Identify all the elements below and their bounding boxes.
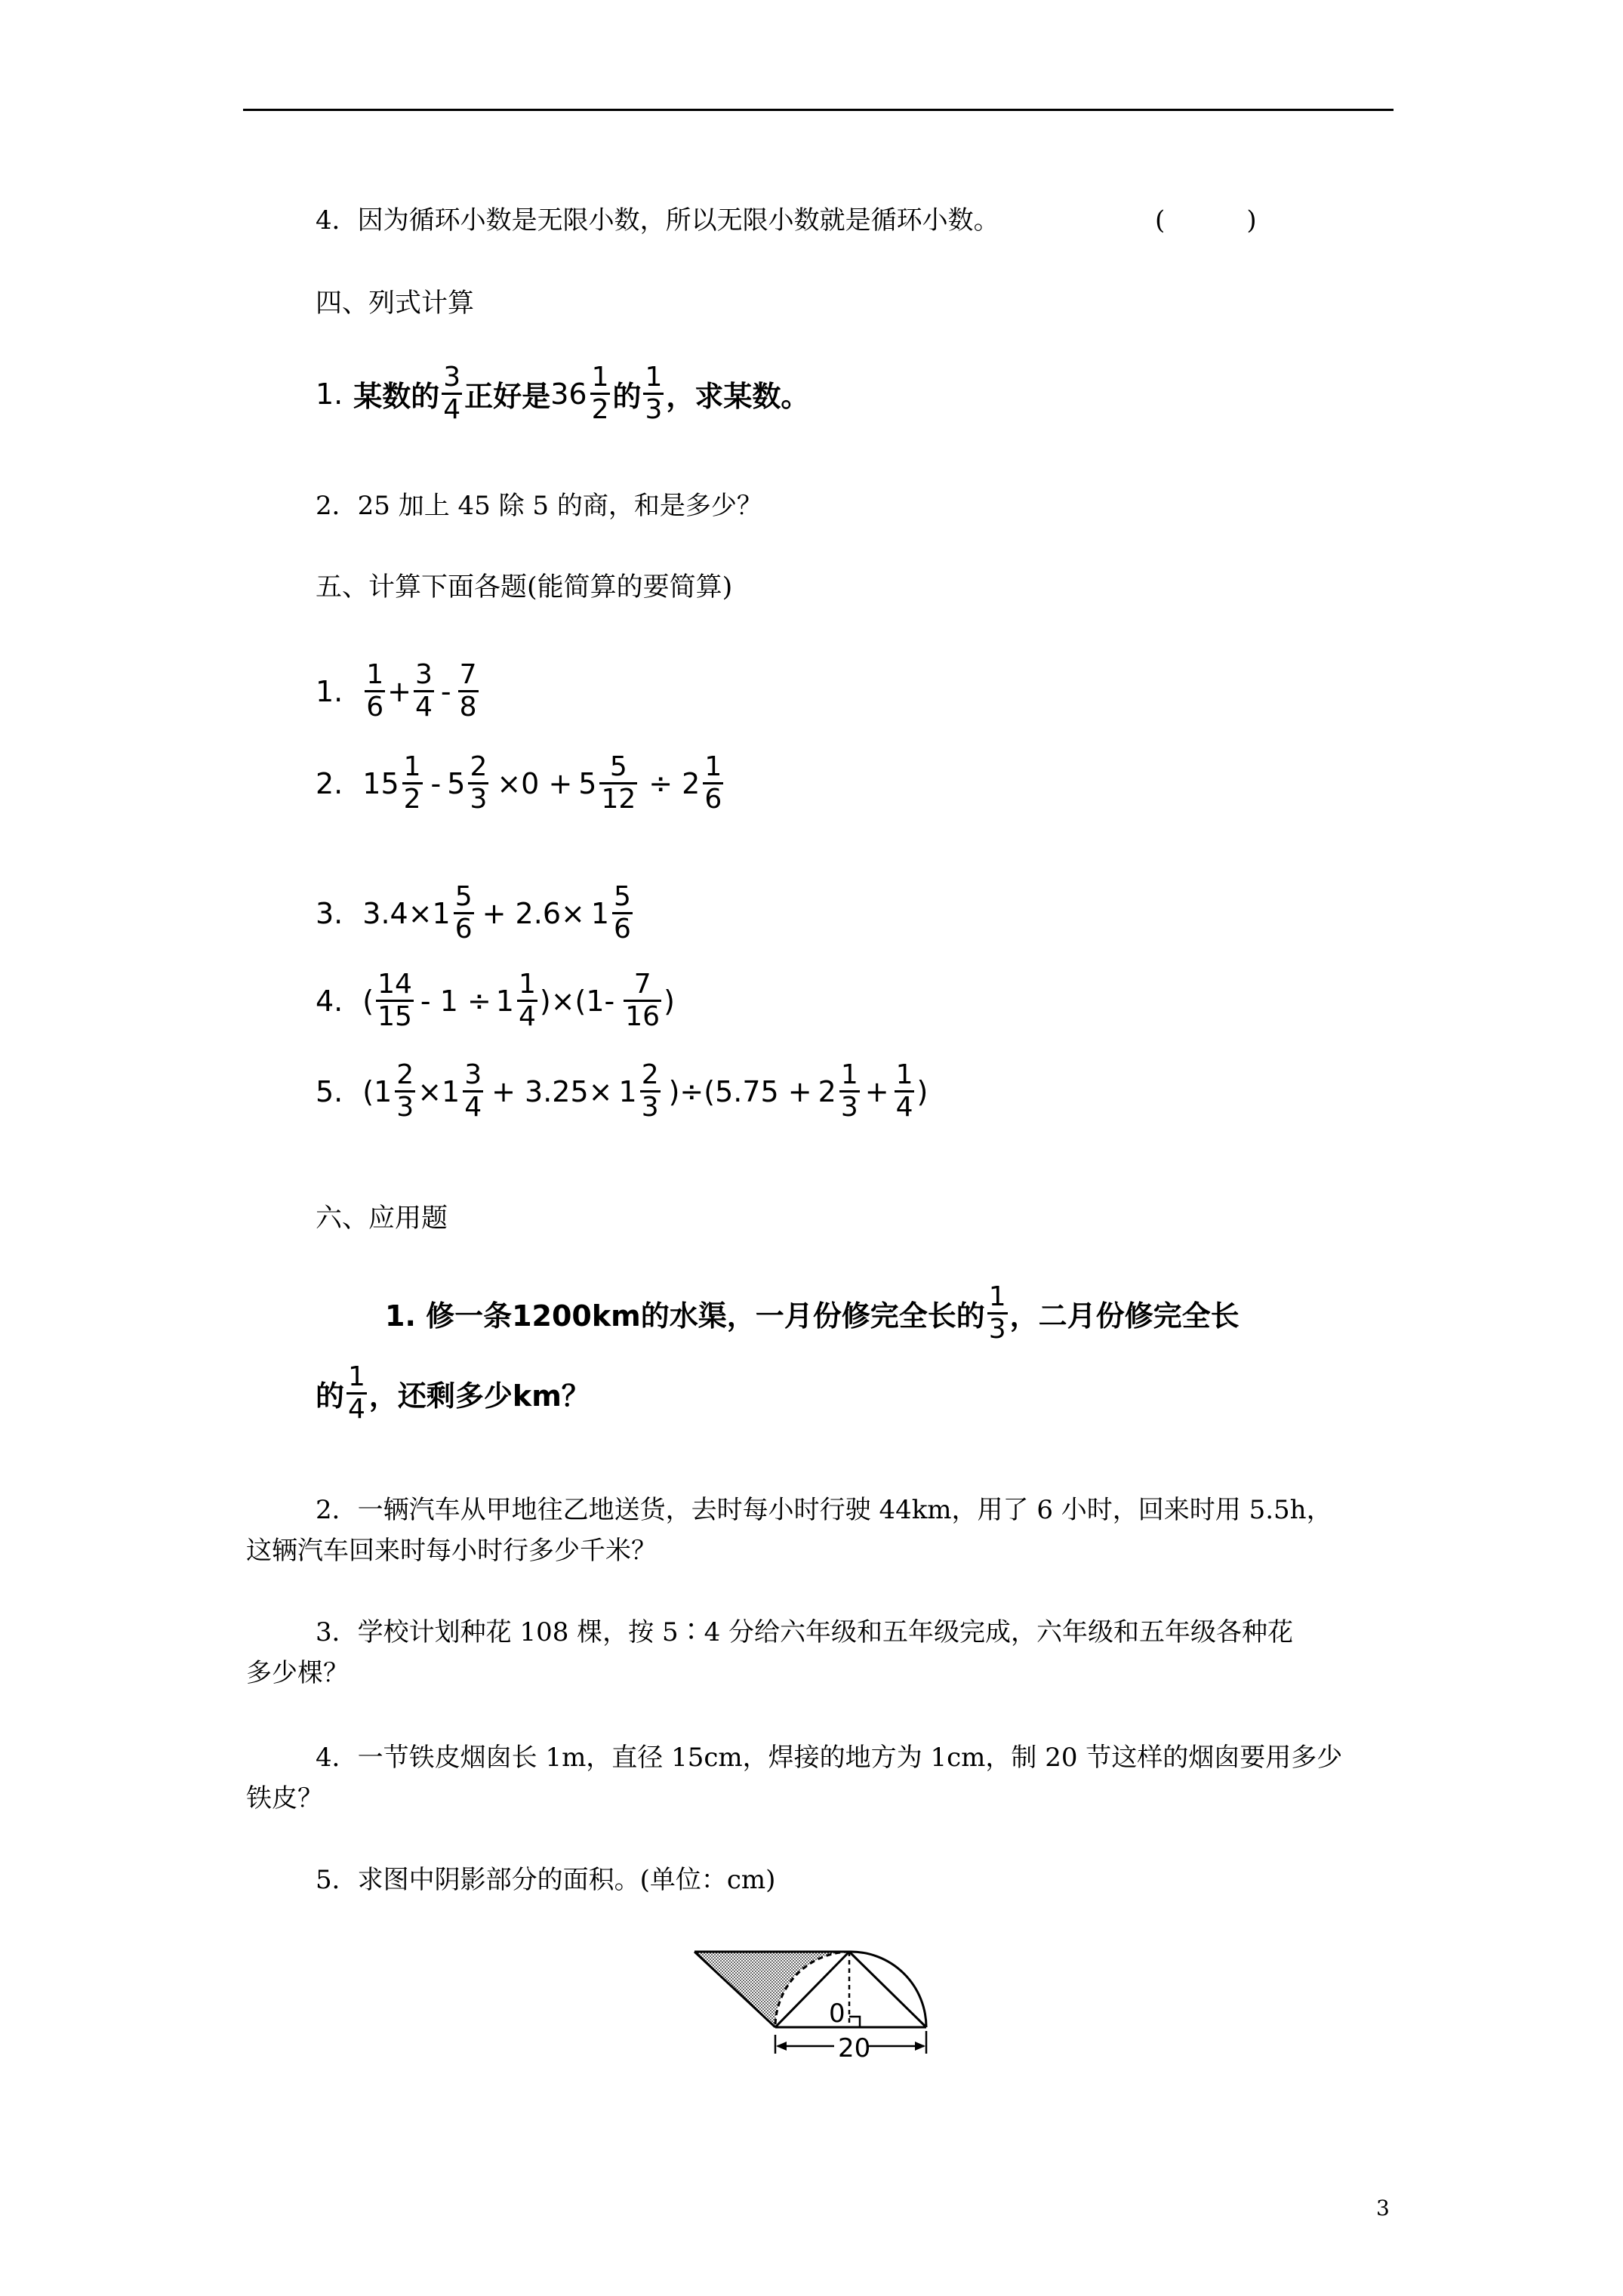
problem-number: 5. — [316, 1074, 343, 1108]
mixed-number: 1 $\frac{5}{6}$ — [590, 881, 631, 945]
app-problem-5: 5．求图中阴影部分的面积。(单位：cm) — [316, 1865, 776, 1895]
mixed-number: 1 $\frac{5}{6}$ — [432, 881, 473, 945]
calc-5 — [316, 1059, 929, 1123]
shaded-area-figure — [679, 1940, 959, 2069]
fraction: $\frac{3}{4}$ — [415, 659, 433, 723]
app-problem-1-line2 — [316, 1361, 590, 1425]
fraction: $\frac{1}{3}$ — [645, 362, 663, 425]
fraction: $\frac{7}{16}$ — [625, 969, 661, 1032]
app-problem-4-line1: 4．一节铁皮烟囱长 1m，直径 15cm，焊接的地方为 1cm，制 20 节这样的烟囱要用多少 — [316, 1743, 1343, 1773]
fraction: $\frac{7}{8}$ — [459, 659, 477, 723]
fraction: $\frac{1}{6}$ — [366, 659, 384, 723]
dimension-label: 20 — [838, 2033, 871, 2063]
mixed-number: 2 $\frac{1}{3}$ — [818, 1059, 858, 1123]
operator: + — [864, 1074, 889, 1108]
text-segment: 某数的 — [353, 380, 440, 413]
operator: × — [417, 1074, 442, 1108]
fraction: $\frac{1}{3}$ — [988, 1281, 1006, 1345]
section-5-heading: 五、计算下面各题(能简算的要简算) — [316, 572, 733, 603]
text-segment: 1. 修一条1200km的水渠，一月份修完全长的 — [385, 1299, 985, 1333]
problem-number: 1. — [316, 377, 343, 411]
mixed-number: 1 $\frac{3}{4}$ — [442, 1059, 482, 1123]
app-problem-1-line1 — [385, 1281, 1240, 1345]
answer-bracket: ( ) — [1155, 205, 1257, 236]
text-segment: ，二月份修完全长 — [1009, 1299, 1240, 1333]
text-segment: 的 — [316, 1379, 345, 1413]
page-number: 3 — [1376, 2196, 1390, 2220]
problem-number: 4. — [316, 984, 343, 1018]
paren: ) — [916, 1074, 929, 1108]
paren: ( — [362, 984, 374, 1018]
calc-3 — [316, 883, 635, 943]
header-rule — [243, 109, 1394, 111]
operator: ÷ — [648, 766, 673, 800]
center-label: 0 — [829, 1999, 845, 2029]
judge-item-4 — [316, 205, 999, 236]
operator: - 1 ÷ — [420, 984, 491, 1018]
operator: + 3.25× — [491, 1074, 613, 1108]
operator: + 2.6× — [482, 896, 585, 930]
paren: ) — [664, 984, 675, 1018]
operator: - — [430, 766, 442, 800]
text-segment: ，求某数。 — [666, 380, 810, 413]
app-problem-4-line2: 铁皮？ — [246, 1783, 323, 1814]
mixed-number: 1 $\frac{2}{3}$ — [618, 1059, 659, 1123]
app-problem-3-line2: 多少棵？ — [246, 1658, 349, 1688]
mixed-number: 5 $\frac{5}{12}$ — [578, 751, 636, 815]
problem-number: 1. — [316, 674, 343, 708]
operator: )×(1- — [539, 984, 615, 1018]
sec4-problem-1 — [316, 364, 809, 424]
app-problem-3-line1: 3．学校计划种花 108 棵，按 5∶4 分给六年级和五年级完成，六年级和五年级各种花 — [316, 1617, 1294, 1647]
fraction: $\frac{14}{15}$ — [377, 969, 412, 1032]
mixed-number: 1 $\frac{2}{3}$ — [374, 1059, 414, 1123]
paren: ( — [362, 1074, 374, 1108]
section-4-heading: 四、列式计算 — [316, 288, 475, 319]
judge-item-text: 4．因为循环小数是无限小数，所以无限小数就是循环小数。 — [316, 205, 999, 236]
text-segment: 3.4× — [362, 896, 433, 930]
calc-1 — [316, 661, 481, 721]
mixed-number: 15 $\frac{1}{2}$ — [362, 751, 421, 815]
problem-number: 3. — [316, 896, 343, 930]
text-segment: 的 — [612, 380, 642, 413]
fraction: $\frac{1}{4}$ — [348, 1361, 365, 1425]
operator: + — [387, 674, 412, 708]
operator: - — [440, 674, 451, 708]
mixed-number: 5 $\frac{2}{3}$ — [447, 751, 488, 815]
problem-number: 2. — [316, 766, 343, 800]
calc-2 — [316, 751, 725, 815]
fraction: $\frac{1}{4}$ — [895, 1059, 913, 1123]
mixed-number: 36 $\frac{1}{2}$ — [550, 362, 609, 425]
app-problem-2-line2: 这辆汽车回来时每小时行多少千米？ — [246, 1536, 657, 1566]
operator: ×0 + — [497, 766, 573, 800]
text-segment: ，还剩多少km？ — [368, 1379, 590, 1413]
mixed-number: 2 $\frac{1}{6}$ — [682, 751, 722, 815]
calc-4 — [316, 971, 675, 1031]
sec4-problem-2: 2．25 加上 45 除 5 的商，和是多少？ — [316, 491, 762, 521]
fraction: $\frac{3}{4}$ — [443, 362, 461, 425]
app-problem-2-line1: 2．一辆汽车从甲地往乙地送货，去时每小时行驶 44km，用了 6 小时，回来时用 5.5h， — [316, 1495, 1332, 1525]
text-segment: 正好是 — [464, 380, 551, 413]
operator: )÷(5.75 + — [668, 1074, 812, 1108]
section-6-heading: 六、应用题 — [316, 1203, 448, 1234]
mixed-number: 1 $\frac{1}{4}$ — [495, 969, 536, 1032]
